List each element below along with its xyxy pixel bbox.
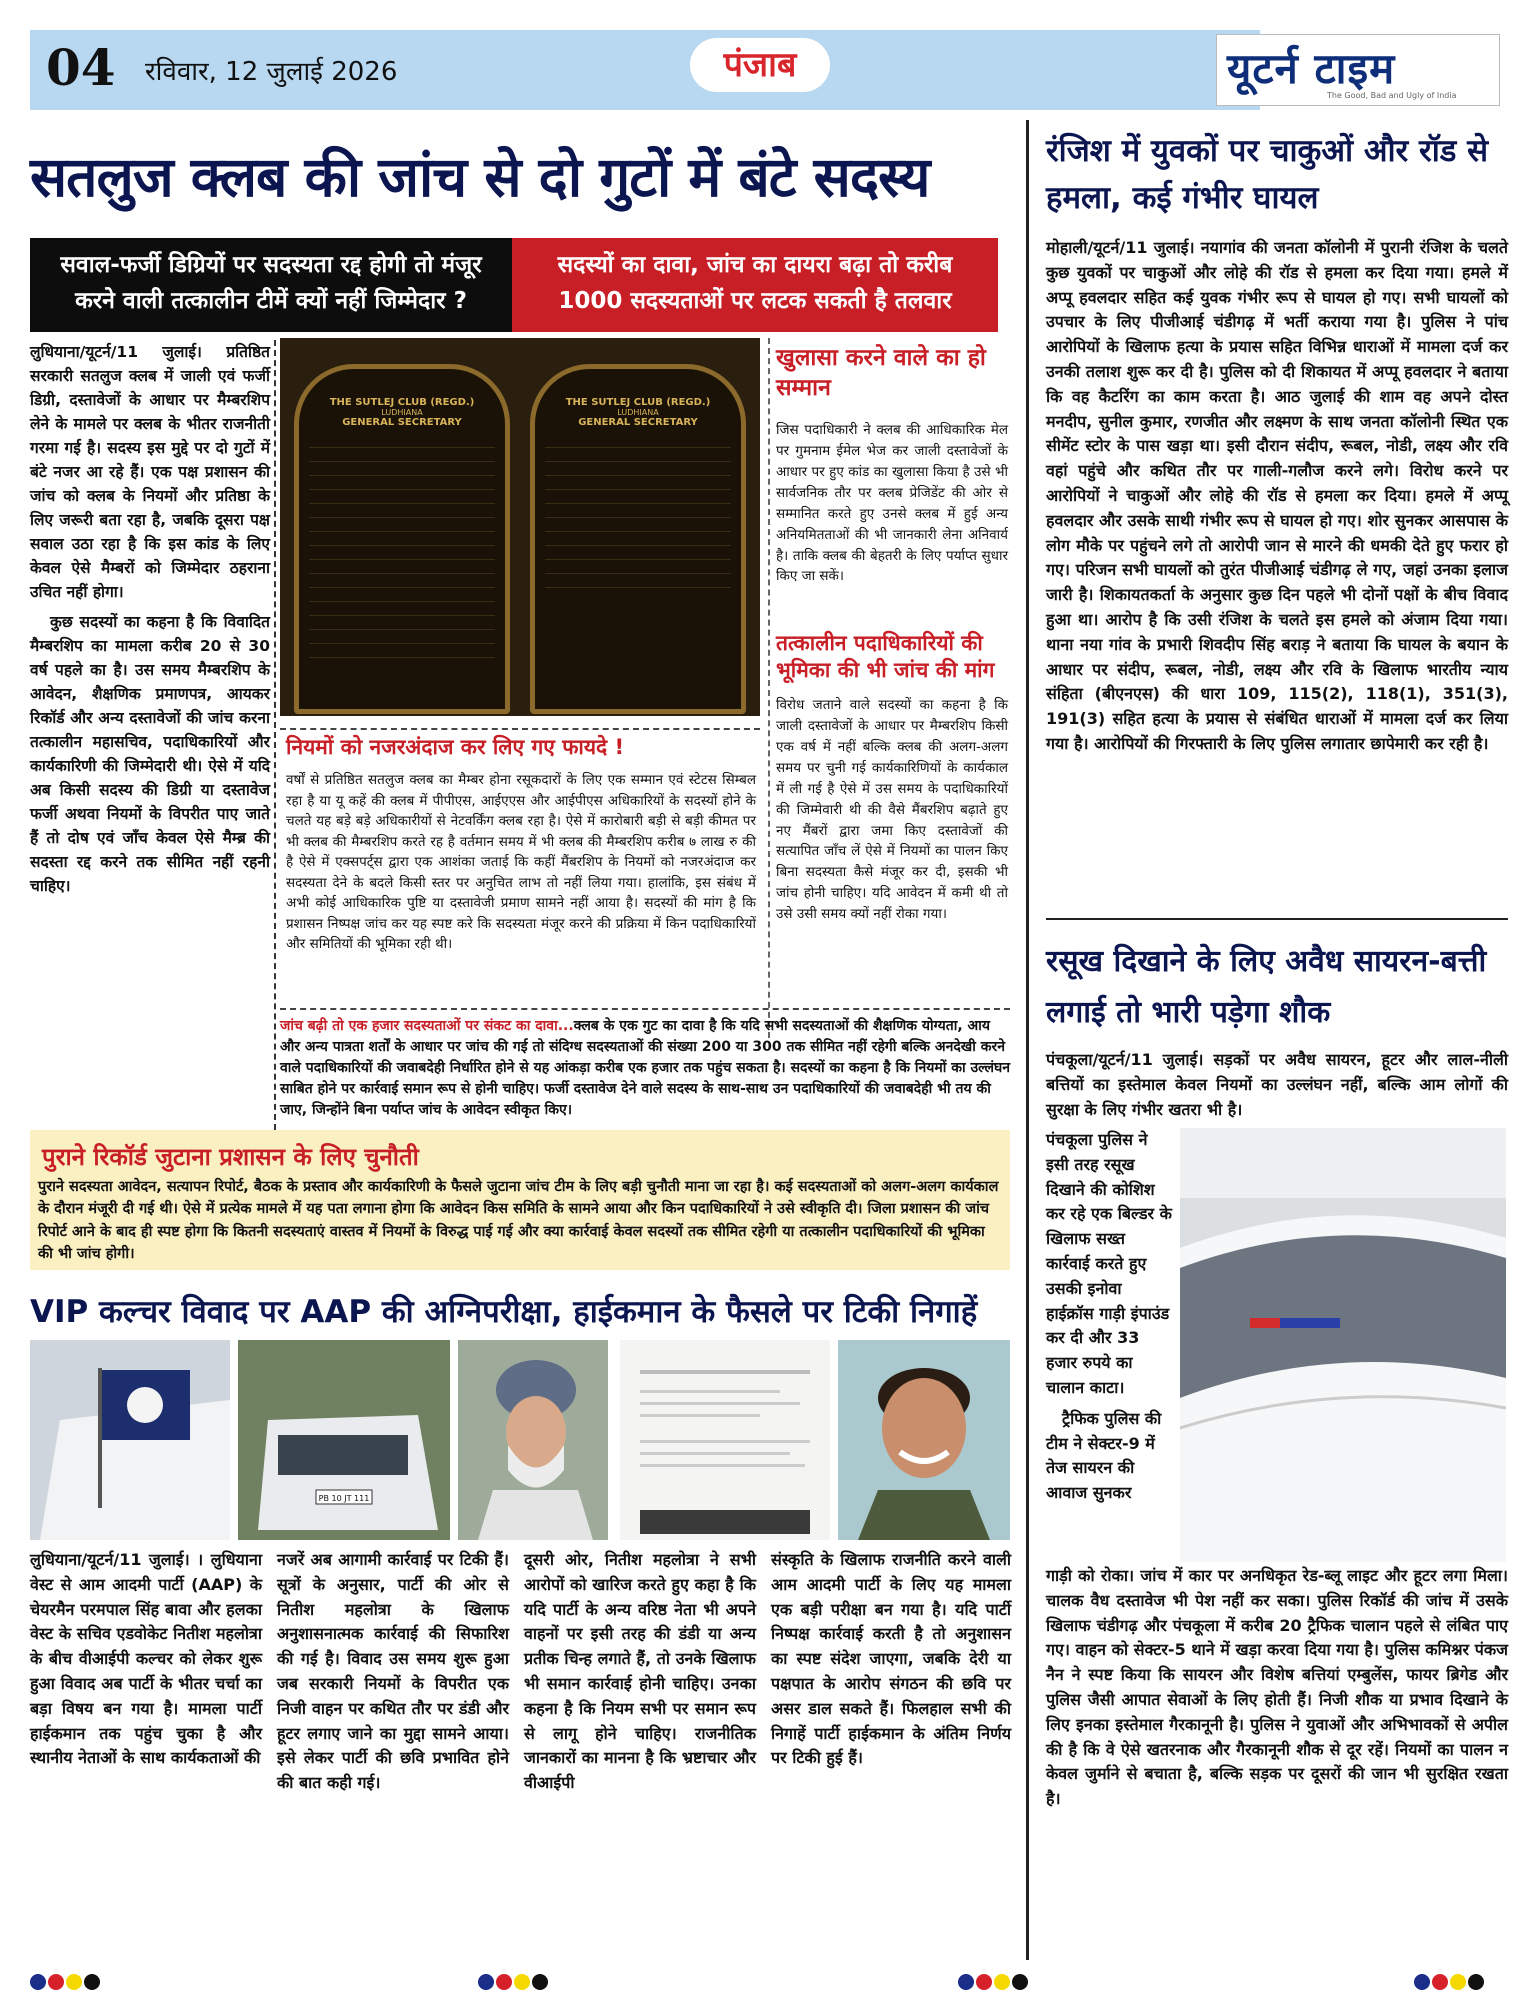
footer-dots-left [30, 1974, 102, 1994]
box-divider [768, 338, 770, 1038]
svg-text:PB 10 JT 111: PB 10 JT 111 [318, 1494, 370, 1503]
records-box-title: पुराने रिकॉर्ड जुटाना प्रशासन के लिए चुनौती [42, 1143, 419, 1171]
column-divider [274, 340, 276, 1130]
box-title-disclosure: खुलासा करने वाले का हो सम्मान [776, 345, 986, 401]
box-text-officials: विरोध जताने वाले सदस्यों का कहना है कि जाली दस्तावेजों के आधार पर मैम्बरशिप किसी एक वर्ष में नहीं बल्कि क्लब की अलग-अलग समय पर चुनी गई कार्यकारिणियों के कार्यकाल में ली गई है ऐसे में उस समय के पदाधिकारियों की जिम्मेवारी थी की वैसे मैंबरशिप बढ़ाते हुए नए मैंबरों द्वारा जमा किए दस्तावेजों की सत्यापित जाँच लें ऐसे में नियमों का पालन किए बिना सदस्यता कैसे मंजूर कर दी, इसकी भी जांच होनी चाहिए। यदि आवेदन में कमी थी तो उसे उसी समय क्यों नहीं रोका गया। [776, 697, 1008, 923]
box-text-benefits: वर्षों से प्रतिष्ठित सतलुज क्लब का मैम्बर होना रसूकदारों के लिए एक सम्मान एवं स्टेटस सिम्बल रहा है या यू कहें की क्लब में पीपीएस, आईएएस और आईपीएस अधिकारियों के सदस्यों होने के चलते यह बड़े बड़े अधिकारीयों से नेटवर्किंग क्लब रहा है। ऐसे में कारोबारी बड़ी से बड़ी कीमत पर भी क्लब की मैम्बरशिप करते रह है वर्तमान समय में भी क्लब की मैम्बरशिप करीब ७ लाख रु की है ऐसे में एक्सपर्ट्स द्वारा एक आशंका जताई कि कहीं मैंबरशिप के नियमों को नजरअंदाज कर सदस्यता देने के बदले किसी स्तर पर अनुचित लाभ तो नहीं लिया गया। हालांकि, इस संबंध में अभी कोई आधिकारिक पुष्टि या दस्तावेजी प्रमाण सामने नहीं आया है। सदस्यों की मांग है कि प्रशासन निष्पक्ष जांच कर यह स्पष्ट करे कि सदस्यता मंजूर करने की प्रक्रिया में किन पदाधिकारियों और समितियों की भूमिका रही थी। [286, 772, 756, 953]
box-title-officials: तत्कालीन पदाधिकारियों की भूमिका की भी जांच की मांग [776, 631, 995, 683]
sub-headline-right: सदस्यों का दावा, जांच का दायरा बढ़ा तो करीब 1000 सदस्यताओं पर लटक सकती है तलवार [512, 238, 998, 332]
claim-note-text: क्लब के एक गुट का दावा है कि यदि सभी सदस्यताओं की शैक्षणिक योग्यता, आय और अन्य पात्रता शर्तों के आधार पर जांच की गई तो संदिग्ध सदस्यताओं की संख्या 200 या 300 तक सीमित नहीं रहेगी बल्कि अनदेखी करने वाले पदाधिकारियों की जवाबदेही निर्धारित होने से यह आंकड़ा करीब एक हजार तक पहुंच सकता है। सदस्यों का कहना है कि नियमों का उल्लंघन साबित होने पर कार्रवाई समान रूप से होनी चाहिए। फर्जी दस्तावेज देने वाले सदस्य के साथ-साथ उन पदाधिकारियों की जवाबदेही भी तय की जाए, जिन्होंने बिना पर्याप्त जांच के आवेदन स्वीकृत किए। [280, 1018, 1010, 1118]
right-headline-2[interactable]: रसूख दिखाने के लिए अवैध सायरन-बत्ती लगाई तो भारी पड़ेगा शौक [1046, 944, 1487, 1030]
claim-note [280, 1016, 1010, 1121]
right-story-2-side: पंचकूला पुलिस ने इसी तरह रसूख दिखाने की कोशिश कर रहे एक बिल्डर के खिलाफ सख्त कार्रवाई करते हुए उसकी इनोवा हाईक्रॉस गाड़ी इंपाउंड कर दी और 33 हजार रुपये का चालान काटा। ट्रैफिक पुलिस की टीम ने सेक्टर-9 में तेज सायरन की आवाज सुनकर [1046, 1130, 1172, 1503]
vip-column-4: संस्कृति के खिलाफ राजनीति करने वाली आम आदमी पार्टी के लिए यह मामला एक बड़ी परीक्षा बन गया है। यदि पार्टी निष्पक्ष कार्रवाई करती है तो अनुशासन का स्पष्ट संदेश जाएगा, जबकि देरी या पक्षपात के आरोप संगठन की छवि पर असर डाल सकते हैं। फिलहाल सभी की निगाहें पार्टी हाईकमान के अंतिम निर्णय पर टिकी हुई हैं। [771, 1550, 1011, 1768]
board-right: THE SUTLEJ CLUB (REGD.) LUDHIANA GENERAL SECRETARY [530, 364, 746, 714]
sikh-man-photo [458, 1340, 608, 1540]
audi-car-photo [238, 1340, 450, 1540]
issue-date: रविवार, 12 जुलाई 2026 [145, 57, 398, 87]
man-portrait-photo [838, 1340, 1010, 1540]
footer-dots-center-right [958, 1974, 1030, 1994]
page-number: 04 [46, 38, 116, 97]
footer-dots-right [1414, 1974, 1486, 1994]
section-label: पंजाब [690, 38, 830, 92]
claim-note-lead: जांच बढ़ी तो एक हजार सदस्यताओं पर संकट का दावा... [280, 1018, 574, 1034]
right-story-1-text: मोहाली/यूटर्न/11 जुलाई। नयागांव की जनता कॉलोनी में पुरानी रंजिश के चलते कुछ युवकों पर चाकुओं और लोहे की रॉड से हमला कर दिया गया। हमले में अप्पू हवलदार सहित कई युवक गंभीर रूप से घायल हो गए। सभी घायलों को उपचार के लिए पीजीआई चंडीगढ़ में भर्ती कराया गया है। पुलिस ने पांच आरोपियों के खिलाफ हत्या के प्रयास सहित विभिन्न धाराओं में मामला दर्ज कर उनकी तलाश शुरू कर दी है। पुलिस को दी शिकायत में अप्पू हवलदार ने बताया कि वह कैटरिंग का काम करता है। आठ जुलाई की शाम वह अपने दोस्त मनदीप, सुनील कुमार, रणजीत और लक्ष्मण के साथ जनता कॉलोनी स्थित एक सीमेंट स्टोर के पास खड़ा था। इसी दौरान संदीप, रूबल, नोडी, लक्ष्य और रवि वहां पहुंचे और कथित तौर पर गाली-गलौज करने लगे। विरोध करने पर आरोपियों ने चाकुओं और लोहे की रॉड से हमला कर दिया। हमले में अप्पू हवलदार और उसके साथी गंभीर रूप से घायल हो गए। शोर सुनकर आसपास के लोग मौके पर पहुंचने लगे तो आरोपी जान से मारने की धमकी देते हुए फरार हो गए। परिजन सभी घायलों को तुरंत पीजीआई चंडीगढ़ ले गए, जहां उनका इलाज जारी है। शिकायतकर्ता के अनुसार कुछ दिन पहले भी दोनों पक्षों के बीच विवाद हुआ था। आरोप है कि उसी रंजिश के चलते इस हमले को अंजाम दिया गया। थाना नया गांव के प्रभारी शिवदीप सिंह बराड़ ने बताया कि घायल के बयान के आधार पर संदीप, रूबल, नोडी, लक्ष्य और रवि के खिलाफ भारतीय न्याय संहिता (बीएनएस) की धारा 109, 115(2), 118(1), 351(3), 191(3) सहित हत्या के प्रयास से संबंधित धाराओं में मामला दर्ज कर लिया गया है। आरोपियों की गिरफ्तारी के लिए पुलिस लगातार छापेमारी कर रही है। [1046, 238, 1508, 753]
right-column-divider [1026, 120, 1029, 1960]
masthead-logo[interactable] [1216, 34, 1500, 106]
masthead-title: यूटर्न टाइम [1227, 44, 1396, 93]
main-headline[interactable]: सतलुज क्लब की जांच से दो गुटों में बंटे सदस्य [30, 145, 930, 209]
main-story-para-2: कुछ सदस्यों का कहना है कि विवादित मैम्बरशिप का मामला करीब 20 से 30 वर्ष पहले का है। उस समय मैम्बरशिप के आवेदन, शैक्षणिक प्रमाणपत्र, आयकर रिकॉर्ड और अन्य दस्तावेजों की जांच करना तत्कालीन महासचिव, पदाधिकारियों और कार्यकारिणी की जिम्मेदारी थी। ऐसे में यदि अब किसी सदस्य की डिग्री या दस्तावेज फर्जी अथवा नियमों के विपरीत पाए जाते हैं तो दोष एवं जाँच केवल ऐसे मैम्ब्र की सदस्ता रद्द करने तक सीमित नहीं रहनी चाहिए। [30, 613, 270, 896]
car-flag-photo [30, 1340, 230, 1540]
vip-photo-strip[interactable] [30, 1340, 1010, 1540]
right-headline-1[interactable]: रंजिश में युवकों पर चाकुओं और रॉड से हमला, कई गंभीर घायल [1046, 133, 1489, 216]
document-photo [620, 1340, 830, 1540]
records-box-text: पुराने सदस्यता आवेदन, सत्यापन रिपोर्ट, बैठक के प्रस्ताव और कार्यकारिणी के फैसले जुटाना जांच टीम के लिए बड़ी चुनौती माना जा रहा है। कई सदस्यताओं को अलग-अलग कार्यकाल के दौरान मंजूरी दी गई थी। ऐसे में प्रत्येक मामले में यह पता लगाना होगा कि आवेदन किस समिति के सामने आया और किन पदाधिकारियों ने उसे स्वीकृति दी। जिला प्रशासन की जांच रिपोर्ट आने के बाद ही स्पष्ट होगा कि कितनी सदस्यताएं वास्तव में नियमों के विरुद्ध पाई गई और क्या कार्रवाई केवल सदस्यों तक सीमित रहेगी या तत्कालीन पदाधिकारियों की भूमिका की भी जांच होगी। [38, 1179, 999, 1263]
box-bottom-rule [280, 1008, 1010, 1010]
sub-headline-left: सवाल-फर्जी डिग्रियों पर सदस्यता रद्द होगी तो मंजूर करने वाली तत्कालीन टीमें क्यों नहीं जिम्मेदार ? [30, 238, 512, 332]
vip-column-1: लुधियाना/यूटर्न/11 जुलाई। । लुधियाना वेस्ट से आम आदमी पार्टी (AAP) के चेयरमैन परमपाल सिंह बावा और हलका वेस्ट के सचिव एडवोकेट नितीश महलोत्रा के बीच वीआईपी कल्चर को लेकर शुरू हुआ विवाद अब पार्टी के भीतर चर्चा का बड़ा विषय बन गया है। मामला पार्टी हाईकमान तक पहुंच चुका है और स्थानीय नेताओं के साथ कार्यकताओं की [30, 1550, 262, 1768]
right-story-2-text: गाड़ी को रोका। जांच में कार पर अनधिकृत रेड-ब्लू लाइट और हूटर लगा मिला। चालक वैध दस्तावेज भी पेश नहीं कर सका। पुलिस रिकॉर्ड की जांच में उसके खिलाफ चंडीगढ़ और पंचकूला में करीब 20 ट्रैफिक चालान पहले से लंबित पाए गए। वाहन को सेक्टर-5 थाने में खड़ा करवा दिया गया है। पुलिस कमिश्नर पंकज नैन ने स्पष्ट किया कि सायरन और विशेष बत्तियां एम्बुलेंस, फायर ब्रिगेड और पुलिस जैसी आपात सेवाओं के लिए होती हैं। निजी शौक या प्रभाव दिखाने के लिए इनका इस्तेमाल गैरकानूनी है। पुलिस ने युवाओं और अभिभावकों से अपील की है कि वे ऐसे खतरनाक और गैरकानूनी शौक से दूर रहें। नियमों का पालन न केवल जुर्माने से बचाता है, बल्कि सड़क पर दूसरों की जान भी सुरक्षित रखता है। [1046, 1566, 1508, 1809]
main-story-column-1 [30, 340, 270, 904]
board-left: THE SUTLEJ CLUB (REGD.) LUDHIANA GENERAL SECRETARY [294, 364, 510, 714]
vip-column-3: दूसरी ओर, नितीश महलोत्रा ने सभी आरोपों को खारिज करते हुए कहा है कि यदि पार्टी के अन्य वरिष्ठ नेता भी अपने वाहनों पर इसी तरह की डंडी या अन्य प्रतीक चिन्ह लगाते हैं, तो उनके खिलाफ भी समान कार्रवाई होनी चाहिए। उनका कहना है कि नियम सभी पर समान रूप से लागू होने चाहिए। राजनीतिक जानकारों का मानना है कि भ्रष्टाचार और वीआईपी [524, 1550, 756, 1793]
footer-dots-center [478, 1974, 550, 1994]
impounded-car-photo[interactable] [1180, 1128, 1506, 1562]
vip-headline[interactable]: VIP कल्चर विवाद पर AAP की अग्निपरीक्षा, हाईकमान के फैसले पर टिकी निगाहें [30, 1294, 978, 1330]
main-story-para-1: लुधियाना/यूटर्न/11 जुलाई। प्रतिष्ठित सरकारी सतलुज क्लब में जाली एवं फर्जी डिग्री, दस्तावेजों के आधार पर मैम्बरशिप लेने के मामले पर क्लब के भीतर राजनीती गरमा गई है। सदस्य इस मुद्दे पर दो गुटों में बंटे नजर आ रहे हैं। एक पक्ष प्रशासन की जांच को क्लब के नियमों और प्रतिष्ठा के लिए जरूरी बता रहा है, जबकि दूसरा पक्ष सवाल उठा रहा है कि इस कांड के लिए केवल ऐसे मैम्बरों को जिम्मेदार ठहराना उचित नहीं होगा। [30, 343, 270, 602]
box-title-benefits: नियमों को नजरअंदाज कर लिए गए फायदे ! [286, 735, 625, 759]
box-text-disclosure: जिस पदाधिकारी ने क्लब की आधिकारिक मेल पर गुमनाम ईमेल भेज कर जाली दस्तावेजों के आधार पर हुए कांड का खुलासा किया है उसे भी सार्वजनिक तौर पर क्लब प्रेजिडेंट की ओर से सम्मानित करते हुए उनसे क्लब में हुई अन्य अनियमितताओं की भी जानकारी लेना अनिवार्य है। ताकि क्लब की बेहतरी के लिए पर्याप्त सुधार किए जा सकें। [776, 422, 1008, 585]
box-border [280, 728, 760, 730]
right-story-separator [1046, 918, 1508, 920]
club-boards-photo[interactable] [280, 338, 760, 716]
masthead-tagline: The Good, Bad and Ugly of India [1327, 91, 1457, 100]
vip-column-2: नजरें अब आगामी कार्रवाई पर टिकी हैं। सूत्रों के अनुसार, पार्टी की ओर से नितीश महलोत्रा के खिलाफ अनुशासनात्मक कार्रवाई की सिफारिश की गई है। विवाद उस समय शुरू हुआ जब सरकारी नियमों के विपरीत एक निजी वाहन पर कथित तौर पर डंडी और हूटर लगाए जाने का मुद्दा सामने आया। इसे लेकर पार्टी की छवि प्रभावित होने की बात कही गई। [277, 1550, 509, 1793]
right-story-2-intro: पंचकूला/यूटर्न/11 जुलाई। सड़कों पर अवैध सायरन, हूटर और लाल-नीली बत्तियों का इस्तेमाल केवल नियमों का उल्लंघन नहीं, बल्कि आम लोगों की सुरक्षा के लिए गंभीर खतरा भी है। [1046, 1050, 1508, 1119]
